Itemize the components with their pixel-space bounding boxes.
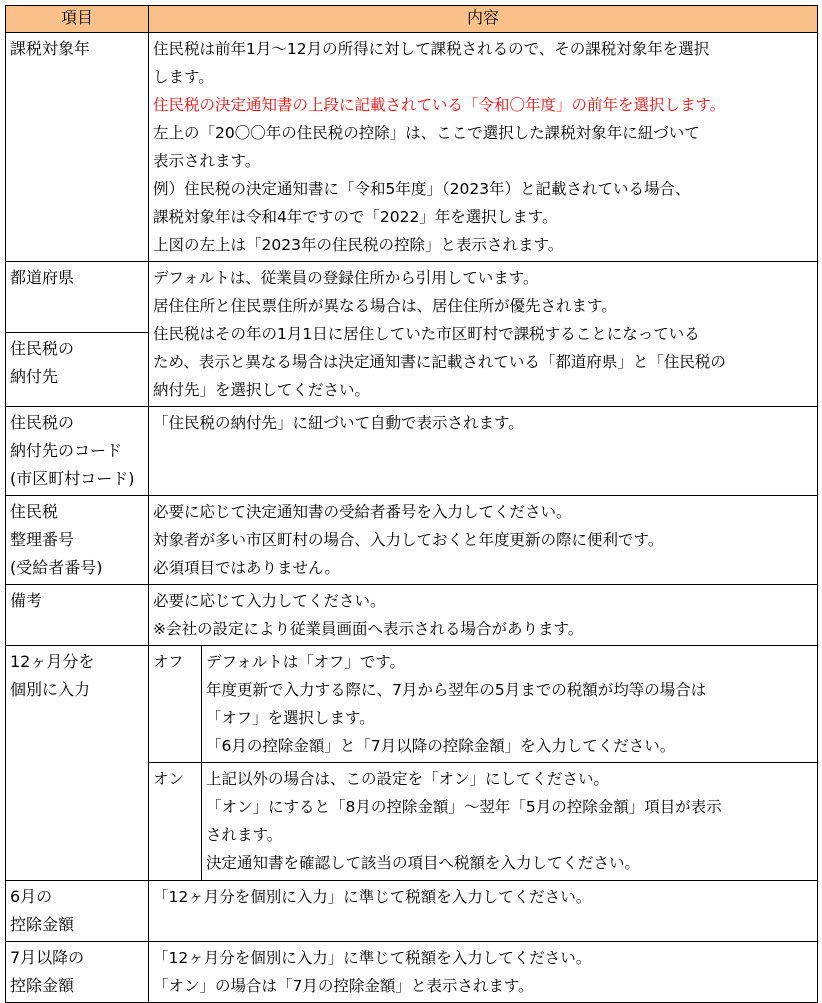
settings-description-table (5, 5, 818, 1003)
label-payee-code: 住民税の 納付先のコード (市区町村コード) (6, 407, 149, 496)
option-on-content: 上記以外の場合は、この設定を「オン」にしてください。 「オン」にすると「8月の控除金額」～翌年「5月の控除金額」項目が表示 されます。 決定通知書を確認して該当の項目へ税額を入力してください。 (202, 763, 818, 881)
label-remarks: 備考 (6, 585, 149, 646)
option-off-label: オフ (149, 646, 202, 763)
content-june-deduction: 「12ヶ月分を個別に入力」に準じて税額を入力してください。 (149, 881, 818, 942)
label-tax-year: 課税対象年 (6, 33, 149, 262)
option-off-content: デフォルトは「オフ」です。 年度更新で入力する際に、7月から翌年の5月までの税額が均等の場合は 「オフ」を選択します。 「6月の控除金額」と「7月以降の控除金額」を入力してください。 (202, 646, 818, 763)
header-content: 内容 (149, 6, 818, 33)
warning-text: 住民税の決定通知書の上段に記載されている「令和〇年度」の前年を選択します。 (153, 96, 726, 114)
label-june-deduction: 6月の 控除金額 (6, 881, 149, 942)
label-monthly-input: 12ヶ月分を 個別に入力 (6, 646, 149, 881)
label-prefecture: 都道府県 (6, 262, 149, 333)
content-tax-year: 住民税は前年1月～12月の所得に対して課税されるので、その課税対象年を選択 します。 住民税の決定通知書の上段に記載されている「令和〇年度」の前年を選択します。 左上の「20〇〇年の住民税の控除」は、ここで選択した課税対象年に紐づいて 表示されます。 例）住民税の決定通知書に「令和5年度」（2023年）と記載されている場合、 課税対象年は令和4年ですので「2022」年を選択します。 上図の左上は「2023年の住民税の控除」と表示されます。 (149, 33, 818, 262)
content-remarks: 必要に応じて入力してください。 ※会社の設定により従業員画面へ表示される場合があります。 (149, 585, 818, 646)
content-payee-code: 「住民税の納付先」に紐づいて自動で表示されます。 (149, 407, 818, 496)
content-prefecture-payee: デフォルトは、従業員の登録住所から引用しています。 居住住所と住民票住所が異なる場合は、居住住所が優先されます。 住民税はその年の1月1日に居住していた市区町村で課税することになっている ため、表示と異なる場合は決定通知書に記載されている「都道府県」と「住民税の 納付先」を選択してください。 (149, 262, 818, 407)
option-on-label: オン (149, 763, 202, 881)
label-payee: 住民税の 納付先 (6, 332, 149, 406)
content-recipient-no: 必要に応じて決定通知書の受給者番号を入力してください。 対象者が多い市区町村の場合、入力しておくと年度更新の際に便利です。 必須項目ではありません。 (149, 496, 818, 585)
label-july-deduction: 7月以降の 控除金額 (6, 942, 149, 1003)
content-july-deduction: 「12ヶ月分を個別に入力」に準じて税額を入力してください。 「オン」の場合は「7月の控除金額」と表示されます。 (149, 942, 818, 1003)
label-recipient-no: 住民税 整理番号 (受給者番号) (6, 496, 149, 585)
header-item: 項目 (6, 6, 149, 33)
